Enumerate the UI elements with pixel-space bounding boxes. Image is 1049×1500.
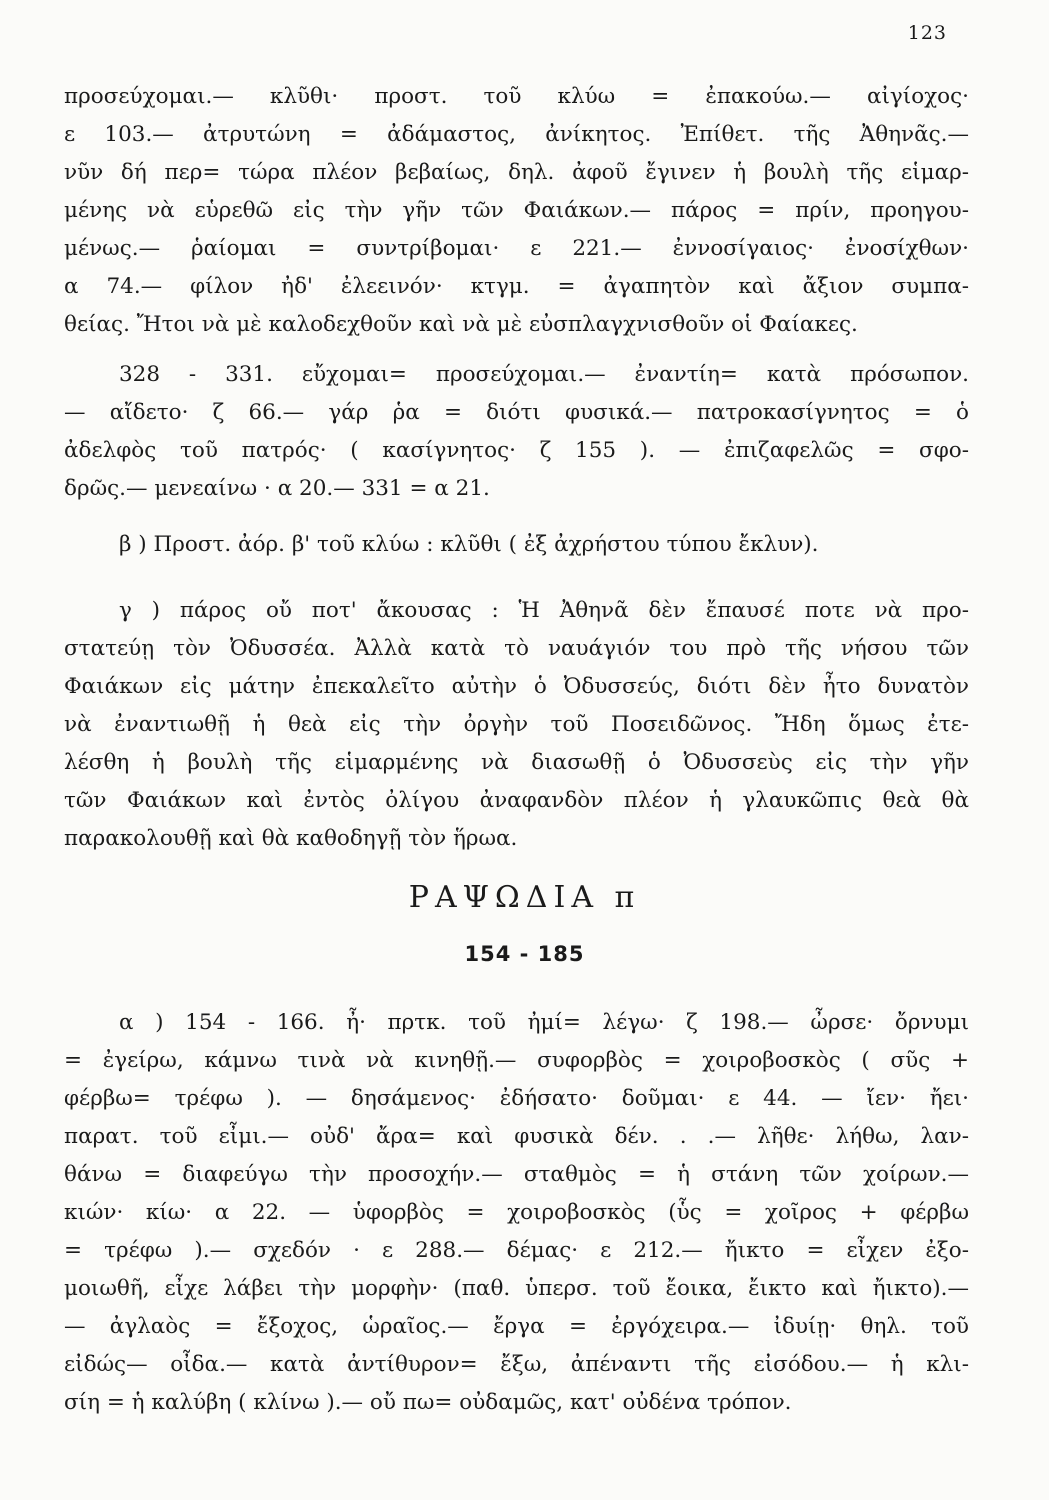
text-line: μένης νὰ εὑρεθῶ εἰς τὴν γῆν τῶν Φαιάκων.— πάρος = πρίν, προηγου- — [64, 198, 969, 223]
text-line: δρῶς.— μενεαίνω · α 20.— 331 = α 21. — [64, 476, 490, 501]
text-line: — αἴδετο· ζ 66.— γάρ ῥα = διότι φυσικά.— πατροκασίγνητος = ὁ — [64, 400, 969, 425]
text-line: ε 103.— ἀτρυτώνη = ἀδάμαστος, ἀνίκητος. Ἐπίθετ. τῆς Ἀθηνᾶς.— — [64, 122, 969, 147]
text-line: = ἐγείρω, κάμνω τινὰ νὰ κινηθῇ.— συφορβὸς = χοιροβοσκὸς ( σῦς + — [64, 1048, 969, 1073]
text-line: κιών· κίω· α 22. — ὑφορβὸς = χοιροβοσκὸς (ὗς = χοῖρος + φέρβω — [64, 1200, 969, 1225]
text-line: α 74.— φίλον ἠδ' ἐλεεινόν· κτγμ. = ἀγαπητὸν καὶ ἄξιον συμπα- — [64, 274, 969, 299]
text-line: — ἀγλαὸς = ἔξοχος, ὡραῖος.— ἔργα = ἐργόχειρα.— ἰδυίῃ· θηλ. τοῦ — [64, 1314, 969, 1339]
text-line: νῦν δή περ= τώρα πλέον βεβαίως, δηλ. ἀφοῦ ἔγινεν ἡ βουλὴ τῆς εἱμαρ- — [64, 160, 969, 185]
text-line: β ) Προστ. ἀόρ. β' τοῦ κλύω : κλῦθι ( ἐξ ἀχρήστου τύπου ἔκλυν). — [119, 532, 819, 557]
page-number: 123 — [907, 22, 947, 44]
verse-range: 154 - 185 — [464, 942, 585, 966]
commentary-block-2 — [64, 356, 969, 508]
text-line: φέρβω= τρέφω ). — δησάμενος· ἐδήσατο· δοῦμαι· ε 44. — ἴεν· ἤει· — [64, 1086, 969, 1111]
text-line: γ ) πάρος οὔ ποτ' ἄκουσας : Ἡ Ἀθηνᾶ δὲν ἔπαυσέ ποτε νὰ προ- — [119, 598, 969, 623]
text-line: ἀδελφὸς τοῦ πατρός· ( κασίγνητος· ζ 155 ). — ἐπιζαφελῶς = σφο- — [64, 438, 969, 463]
text-line: προσεύχομαι.— κλῦθι· προστ. τοῦ κλύω = ἐπακούω.— αἰγίοχος· — [64, 84, 969, 109]
text-line: θείας. Ἤτοι νὰ μὲ καλοδεχθοῦν καὶ νὰ μὲ εὐσπλαγχνισθοῦν οἱ Φαίακες. — [64, 312, 858, 337]
text-line: λέσθη ἡ βουλὴ τῆς εἱμαρμένης νὰ διασωθῇ ὁ Ὀδυσσεὺς εἰς τὴν γῆν — [64, 750, 969, 775]
text-line: θάνω = διαφεύγω τὴν προσοχήν.— σταθμὸς = ἡ στάνη τῶν χοίρων.— — [64, 1162, 969, 1187]
text-line: Φαιάκων εἰς μάτην ἐπεκαλεῖτο αὐτὴν ὁ Ὀδυσσεύς, διότι δὲν ἦτο δυνατὸν — [64, 674, 969, 699]
text-line: = τρέφω ).— σχεδόν · ε 288.— δέμας· ε 212.— ἤικτο = εἶχεν ἐξο- — [64, 1238, 969, 1263]
commentary-block-5 — [64, 1004, 969, 1422]
commentary-block-4 — [64, 592, 969, 858]
text-line: 328 - 331. εὔχομαι= προσεύχομαι.— ἐναντίη= κατὰ πρόσωπον. — [119, 362, 969, 387]
rhapsody-title: ΡΑΨΩΔΙΑ π — [408, 880, 641, 915]
commentary-block-1 — [64, 78, 969, 344]
text-line: α ) 154 - 166. ἦ· πρτκ. τοῦ ἠμί= λέγω· ζ 198.— ὦρσε· ὄρνυμι — [119, 1010, 969, 1035]
text-line: τῶν Φαιάκων καὶ ἐντὸς ὀλίγου ἀναφανδὸν πλέον ἡ γλαυκῶπις θεὰ θὰ — [64, 788, 969, 813]
text-line: μένως.— ῥαίομαι = συντρίβομαι· ε 221.— ἐννοσίγαιος· ἐνοσίχθων· — [64, 236, 969, 261]
text-line: νὰ ἐναντιωθῇ ἡ θεὰ εἰς τὴν ὀργὴν τοῦ Ποσειδῶνος. Ἤδη ὅμως ἐτε- — [64, 712, 969, 737]
text-line: σίη = ἡ καλύβη ( κλίνω ).— οὔ πω= οὐδαμῶς, κατ' οὐδένα τρόπον. — [64, 1390, 792, 1415]
text-line: μοιωθῆ, εἶχε λάβει τὴν μορφὴν· (παθ. ὑπερσ. τοῦ ἔοικα, ἔικτο καὶ ἤικτο).— — [64, 1276, 969, 1301]
text-line: παρακολουθῇ καὶ θὰ καθοδηγῇ τὸν ἥρωα. — [64, 826, 518, 851]
text-line: εἰδώς— οἶδα.— κατὰ ἀντίθυρον= ἔξω, ἀπέναντι τῆς εἰσόδου.— ἡ κλι- — [64, 1352, 969, 1377]
commentary-block-3 — [64, 526, 969, 564]
text-line: στατεύῃ τὸν Ὀδυσσέα. Ἀλλὰ κατὰ τὸ ναυάγιόν του πρὸ τῆς νήσου τῶν — [64, 636, 969, 661]
text-line: παρατ. τοῦ εἶμι.— οὐδ' ἄρα= καὶ φυσικὰ δέν. . .— λῆθε· λήθω, λαν- — [64, 1124, 969, 1149]
